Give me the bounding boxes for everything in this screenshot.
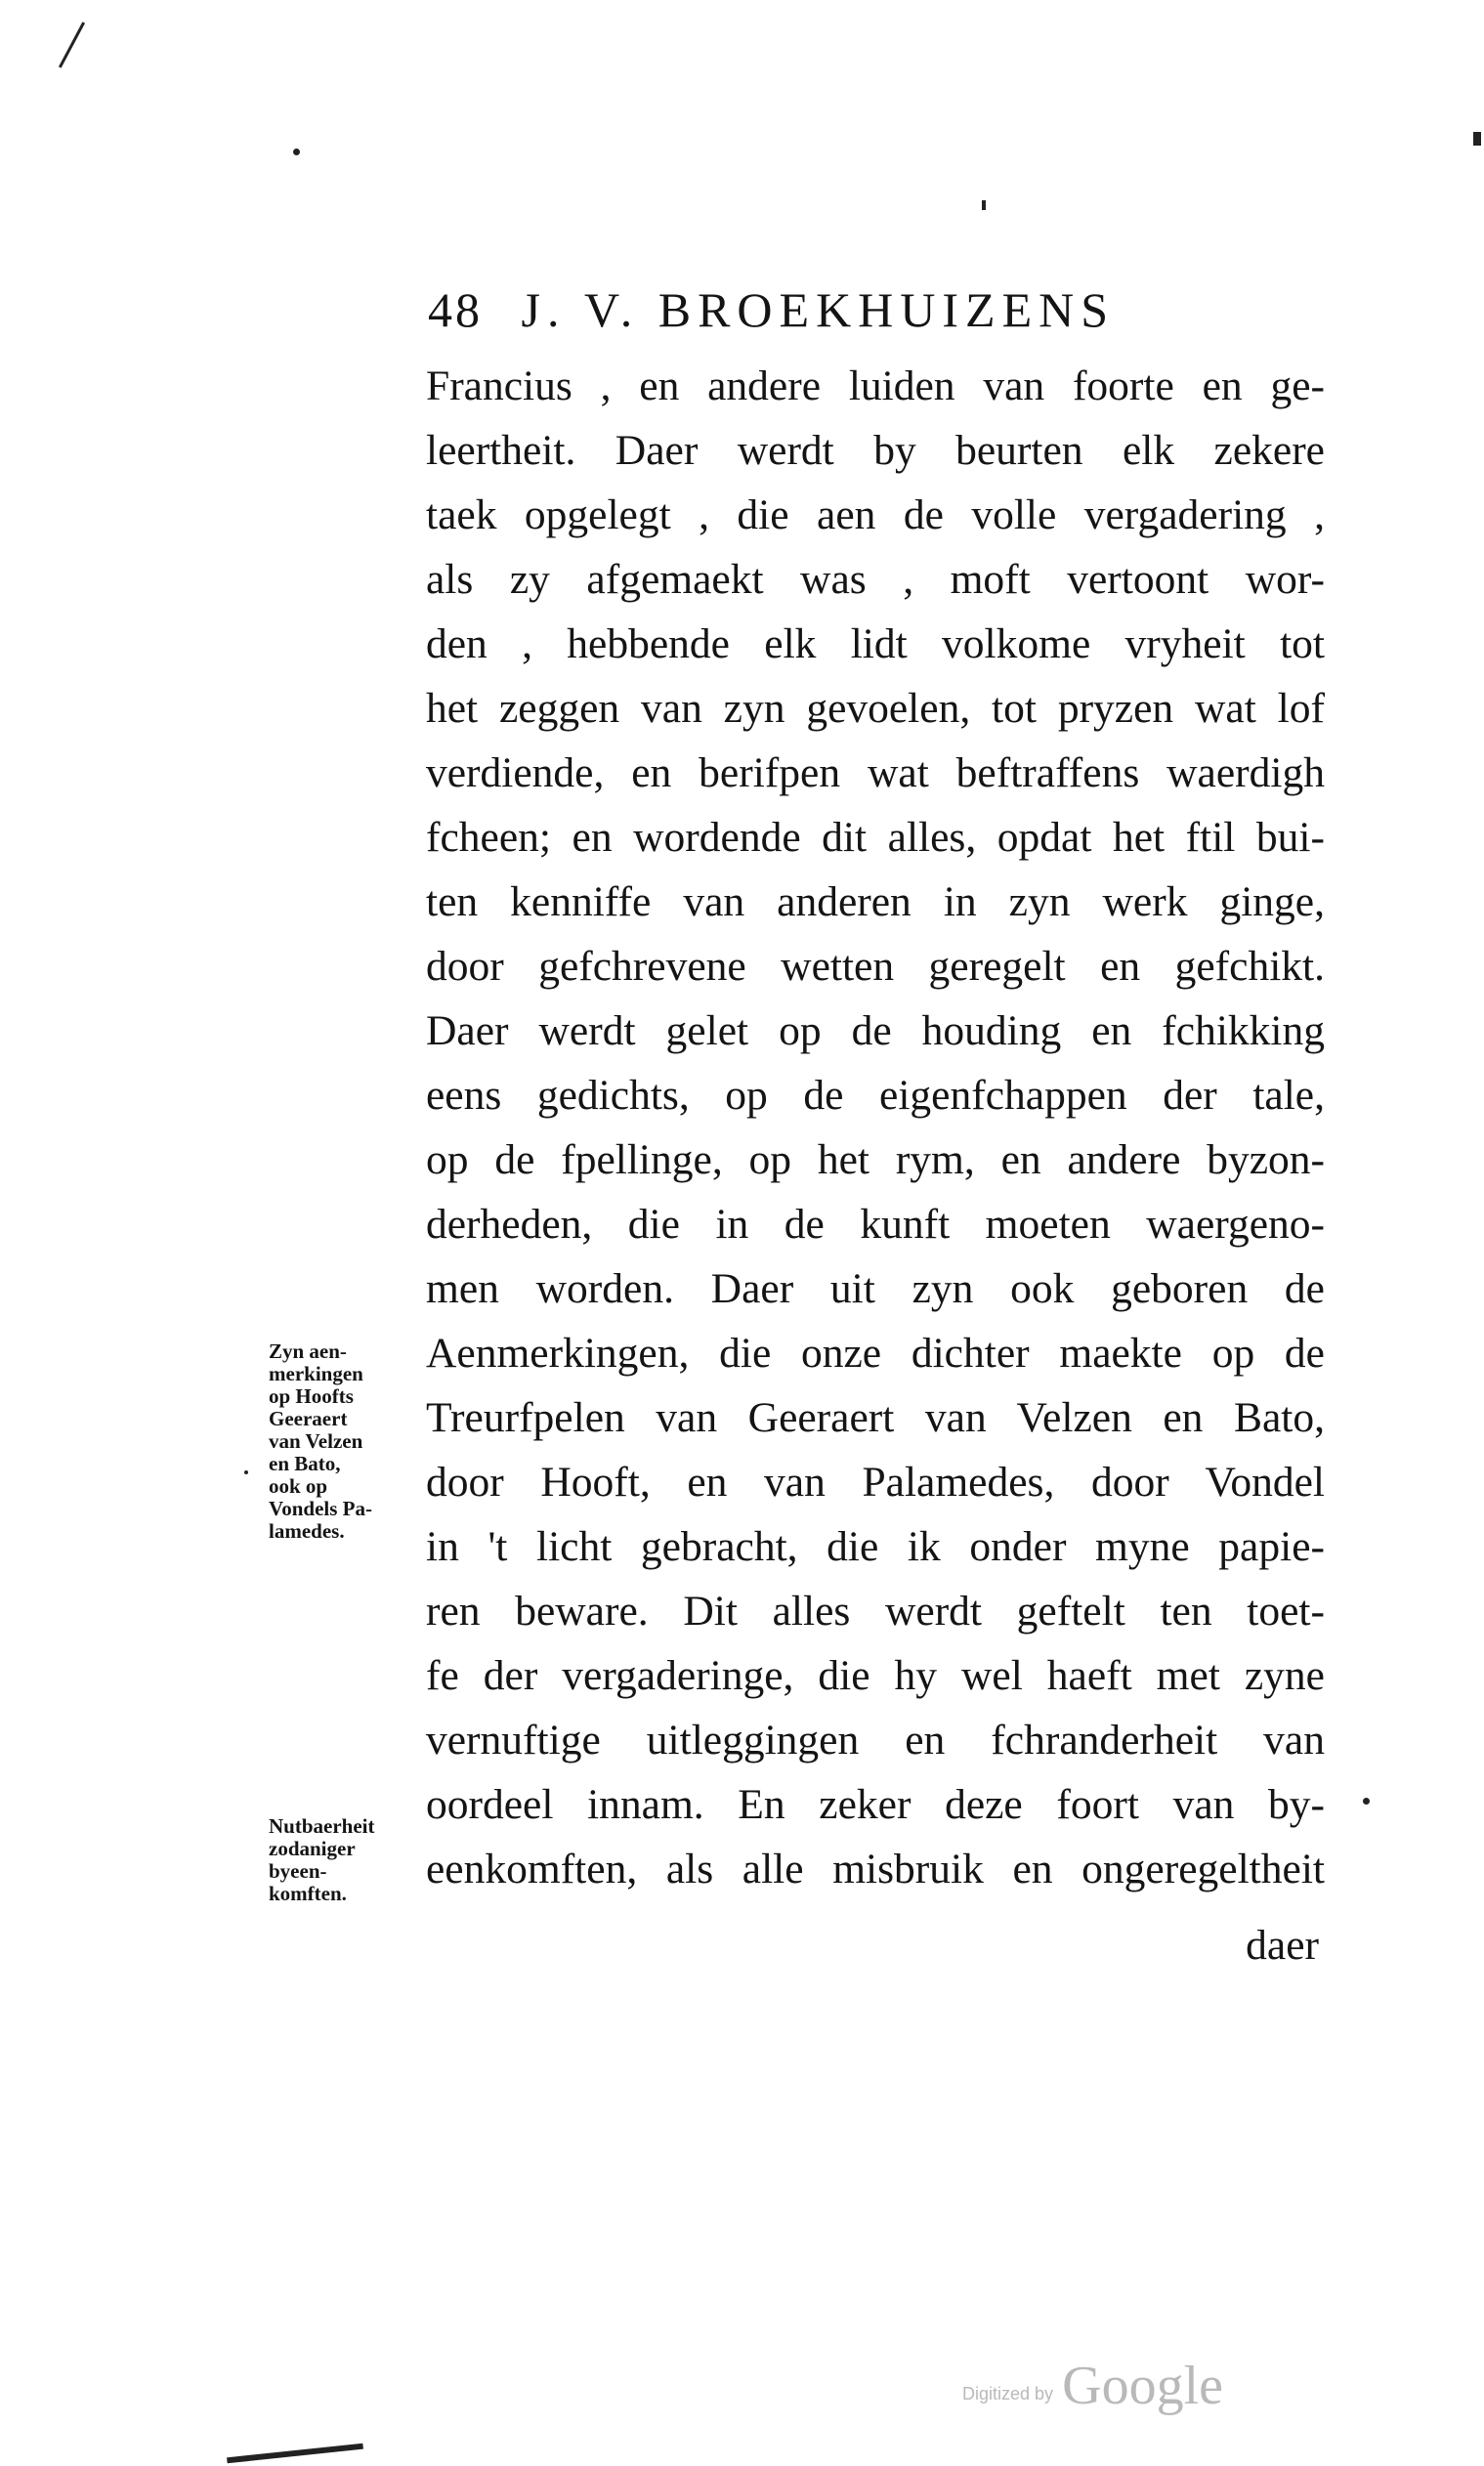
note-line: merkingen [269, 1362, 363, 1385]
running-title: J. V. BROEKHUIZENS [521, 282, 1116, 337]
digitized-watermark [962, 2355, 1275, 2423]
marginal-note-aenmerkingen [269, 1340, 415, 1543]
text-line: verdiende, en berifpen wat beftraffens waerdigh [426, 749, 1325, 796]
note-line: zodaniger [269, 1837, 356, 1860]
text-line: op de fpellinge, op het rym, en andere byzon- [426, 1136, 1325, 1183]
page-number: 48 [428, 282, 483, 337]
text-line: leertheit. Daer werdt by beurten elk zekere [426, 427, 1325, 474]
text-line: eenkomften, als alle misbruik en ongeregeltheit [426, 1846, 1325, 1892]
text-line: vernuftige uitleggingen en fchranderheit van [426, 1717, 1325, 1764]
ink-mark [293, 149, 300, 155]
catchword: daer [1246, 1922, 1319, 1969]
ink-mark [1473, 132, 1481, 146]
marginal-note-nutbaerheit [269, 1815, 415, 1905]
text-line: den , hebbende elk lidt volkome vryheit tot [426, 620, 1325, 667]
text-line: het zeggen van zyn gevoelen, tot pryzen wat lof [426, 685, 1325, 732]
page-header [428, 281, 1288, 340]
text-line: ten kenniffe van anderen in zyn werk ginge, [426, 878, 1325, 925]
note-line: lamedes. [269, 1519, 345, 1543]
ink-mark [227, 2444, 363, 2464]
text-line: als zy afgemaekt was , moft vertoont wor- [426, 556, 1325, 603]
watermark-prefix: Digitized by [962, 2384, 1054, 2403]
text-line: door gefchrevene wetten geregelt en gefchikt. [426, 943, 1325, 990]
note-line: en Bato, [269, 1452, 341, 1475]
note-line: byeen- [269, 1859, 327, 1883]
text-line: ren beware. Dit alles werdt geftelt ten toet- [426, 1588, 1325, 1635]
text-line: fe der vergaderinge, die hy wel haeft met zyne [426, 1652, 1325, 1699]
ink-mark [1363, 1798, 1370, 1805]
note-line: Zyn aen- [269, 1339, 347, 1363]
note-line: Geeraert [269, 1407, 348, 1430]
text-line: men worden. Daer uit zyn ook geboren de [426, 1265, 1325, 1312]
note-line: Nutbaerheit [269, 1814, 375, 1838]
note-line: op Hoofts [269, 1384, 354, 1408]
text-line: Francius , en andere luiden van foorte en ge- [426, 362, 1325, 409]
ink-mark [59, 21, 85, 67]
note-line: van Velzen [269, 1429, 363, 1453]
text-line: fcheen; en wordende dit alles, opdat het ftil bui- [426, 814, 1325, 861]
text-line: Daer werdt gelet op de houding en fchikking [426, 1007, 1325, 1054]
text-line: in 't licht gebracht, die ik onder myne papie- [426, 1523, 1325, 1570]
text-line: Treurfpelen van Geeraert van Velzen en Bato, [426, 1394, 1325, 1441]
text-line: oordeel innam. En zeker deze foort van by- [426, 1781, 1325, 1828]
ink-mark [982, 200, 986, 210]
note-line: Vondels Pa- [269, 1497, 372, 1520]
text-line: taek opgelegt , die aen de volle vergadering , [426, 491, 1325, 538]
note-line: ook op [269, 1474, 328, 1498]
text-line: eens gedichts, op de eigenfchappen der tale, [426, 1072, 1325, 1119]
google-logo: Google [1062, 2356, 1223, 2416]
ink-mark [244, 1470, 248, 1474]
text-line: Aenmerkingen, die onze dichter maekte op de [426, 1330, 1325, 1377]
text-line: derheden, die in de kunft moeten waergeno- [426, 1201, 1325, 1248]
body-text [426, 354, 1325, 1901]
note-line: komften. [269, 1882, 347, 1905]
text-line: door Hooft, en van Palamedes, door Vondel [426, 1459, 1325, 1506]
